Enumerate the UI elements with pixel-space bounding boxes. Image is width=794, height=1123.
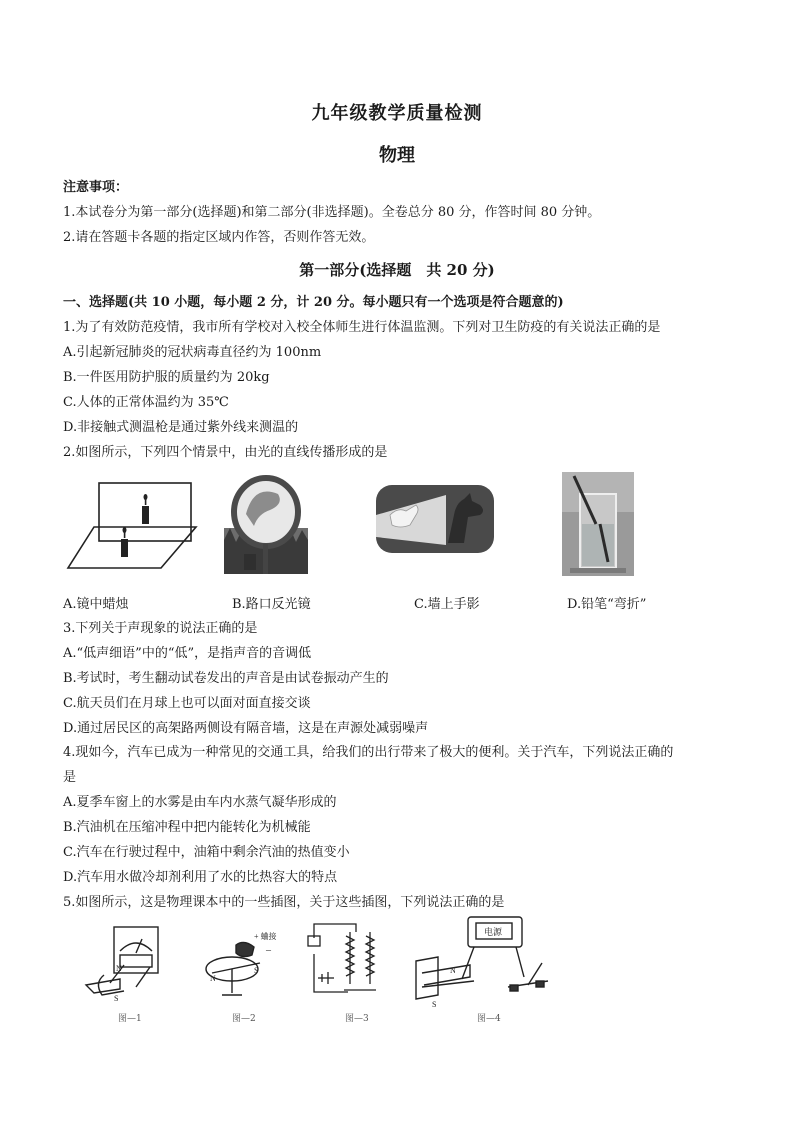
question-stem-continued: 是 (63, 770, 77, 785)
question-stem: 3.下列关于声现象的说法正确的是 (63, 621, 258, 636)
question-option: B.考试时，考生翻动试卷发出的声音是由试卷振动产生的 (63, 671, 389, 686)
question-option: B.一件医用防护服的质量约为 20kg (63, 370, 270, 385)
hand-shadow-figure (376, 485, 494, 553)
notice-item: 1.本试卷分为第一部分(选择题)和第二部分(非选择题)。全卷总分 80 分，作答时间 80 分钟。 (63, 205, 601, 220)
fig2-label: + 蛐接 (254, 932, 277, 941)
section-title: 第一部分(选择题 共 20 分) (299, 261, 495, 279)
subject-title: 物理 (379, 145, 415, 166)
figure-label: 图—3 (345, 1014, 369, 1024)
svg-text:–: – (266, 945, 271, 956)
question-stem: 4.现如今，汽车已成为一种常见的交通工具，给我们的出行带来了极大的便利。关于汽车，下列说法正确的 (63, 745, 674, 760)
galvanometer-figure (80, 925, 188, 1005)
question-option: A.“低声细语”中的“低”，是指声音的音调低 (63, 646, 312, 661)
question-stem: 5.如图所示，这是物理课本中的一些插图，关于这些插图，下列说法正确的是 (63, 895, 505, 910)
question-stem: 2.如图所示，下列四个情景中，由光的直线传播形成的是 (63, 445, 388, 460)
motor-rail-figure (412, 915, 554, 1007)
road-mirror-figure (224, 470, 308, 574)
question-option: B.汽油机在压缩冲程中把内能转化为机械能 (63, 820, 311, 835)
fig4-label: 电源 (484, 927, 503, 937)
svg-text:S: S (114, 994, 119, 1003)
question-option: A.夏季车窗上的水雾是由车内水蒸气凝华形成的 (63, 795, 337, 810)
svg-text:N: N (450, 966, 456, 975)
exam-title: 九年级教学质量检测 (311, 103, 483, 124)
question-option: D.通过居民区的高架路两侧设有隔音墙，这是在声源处减弱噪声 (63, 721, 429, 736)
pencil-in-glass-figure (562, 472, 634, 576)
question-option: C.航天员们在月球上也可以面对面直接交谈 (63, 696, 311, 711)
figure-caption: C.墙上手影 (414, 597, 480, 612)
compass-coil-figure (202, 925, 302, 999)
figure-label: 图—4 (477, 1014, 501, 1024)
question-stem: 1.为了有效防范疫情，我市所有学校对入校全体师生进行体温监测。下列对卫生防疫的有关说法正确的是 (63, 320, 661, 335)
svg-text:N: N (116, 964, 122, 973)
figure-caption: D.铅笔“弯折” (567, 597, 647, 612)
notice-item: 2.请在答题卡各题的指定区域内作答，否则作答无效。 (63, 230, 375, 245)
question-option: D.非接触式测温枪是通过紫外线来测温的 (63, 420, 299, 435)
section-instruction: 一、选择题(共 10 小题，每小题 2 分，计 20 分。每小题只有一个选项是符合题意的) (63, 295, 564, 310)
question-option: A.引起新冠肺炎的冠状病毒直径约为 100nm (63, 345, 322, 360)
notice-heading: 注意事项： (63, 180, 129, 195)
mirror-candle-figure (66, 480, 206, 580)
svg-text:S: S (432, 1000, 437, 1007)
figure-label: 图—1 (118, 1014, 142, 1024)
svg-text:S: S (254, 966, 259, 975)
question-option: D.汽车用水做冷却剂利用了水的比热容大的特点 (63, 870, 338, 885)
electromagnet-circuit-figure (304, 918, 386, 1000)
svg-text:N: N (210, 974, 216, 983)
figure-label: 图—2 (232, 1014, 256, 1024)
figure-caption: A.镜中蜡烛 (63, 597, 129, 612)
question-option: C.汽车在行驶过程中，油箱中剩余汽油的热值变小 (63, 845, 350, 860)
question-option: C.人体的正常体温约为 35℃ (63, 395, 229, 410)
figure-caption: B.路口反光镜 (232, 597, 311, 612)
